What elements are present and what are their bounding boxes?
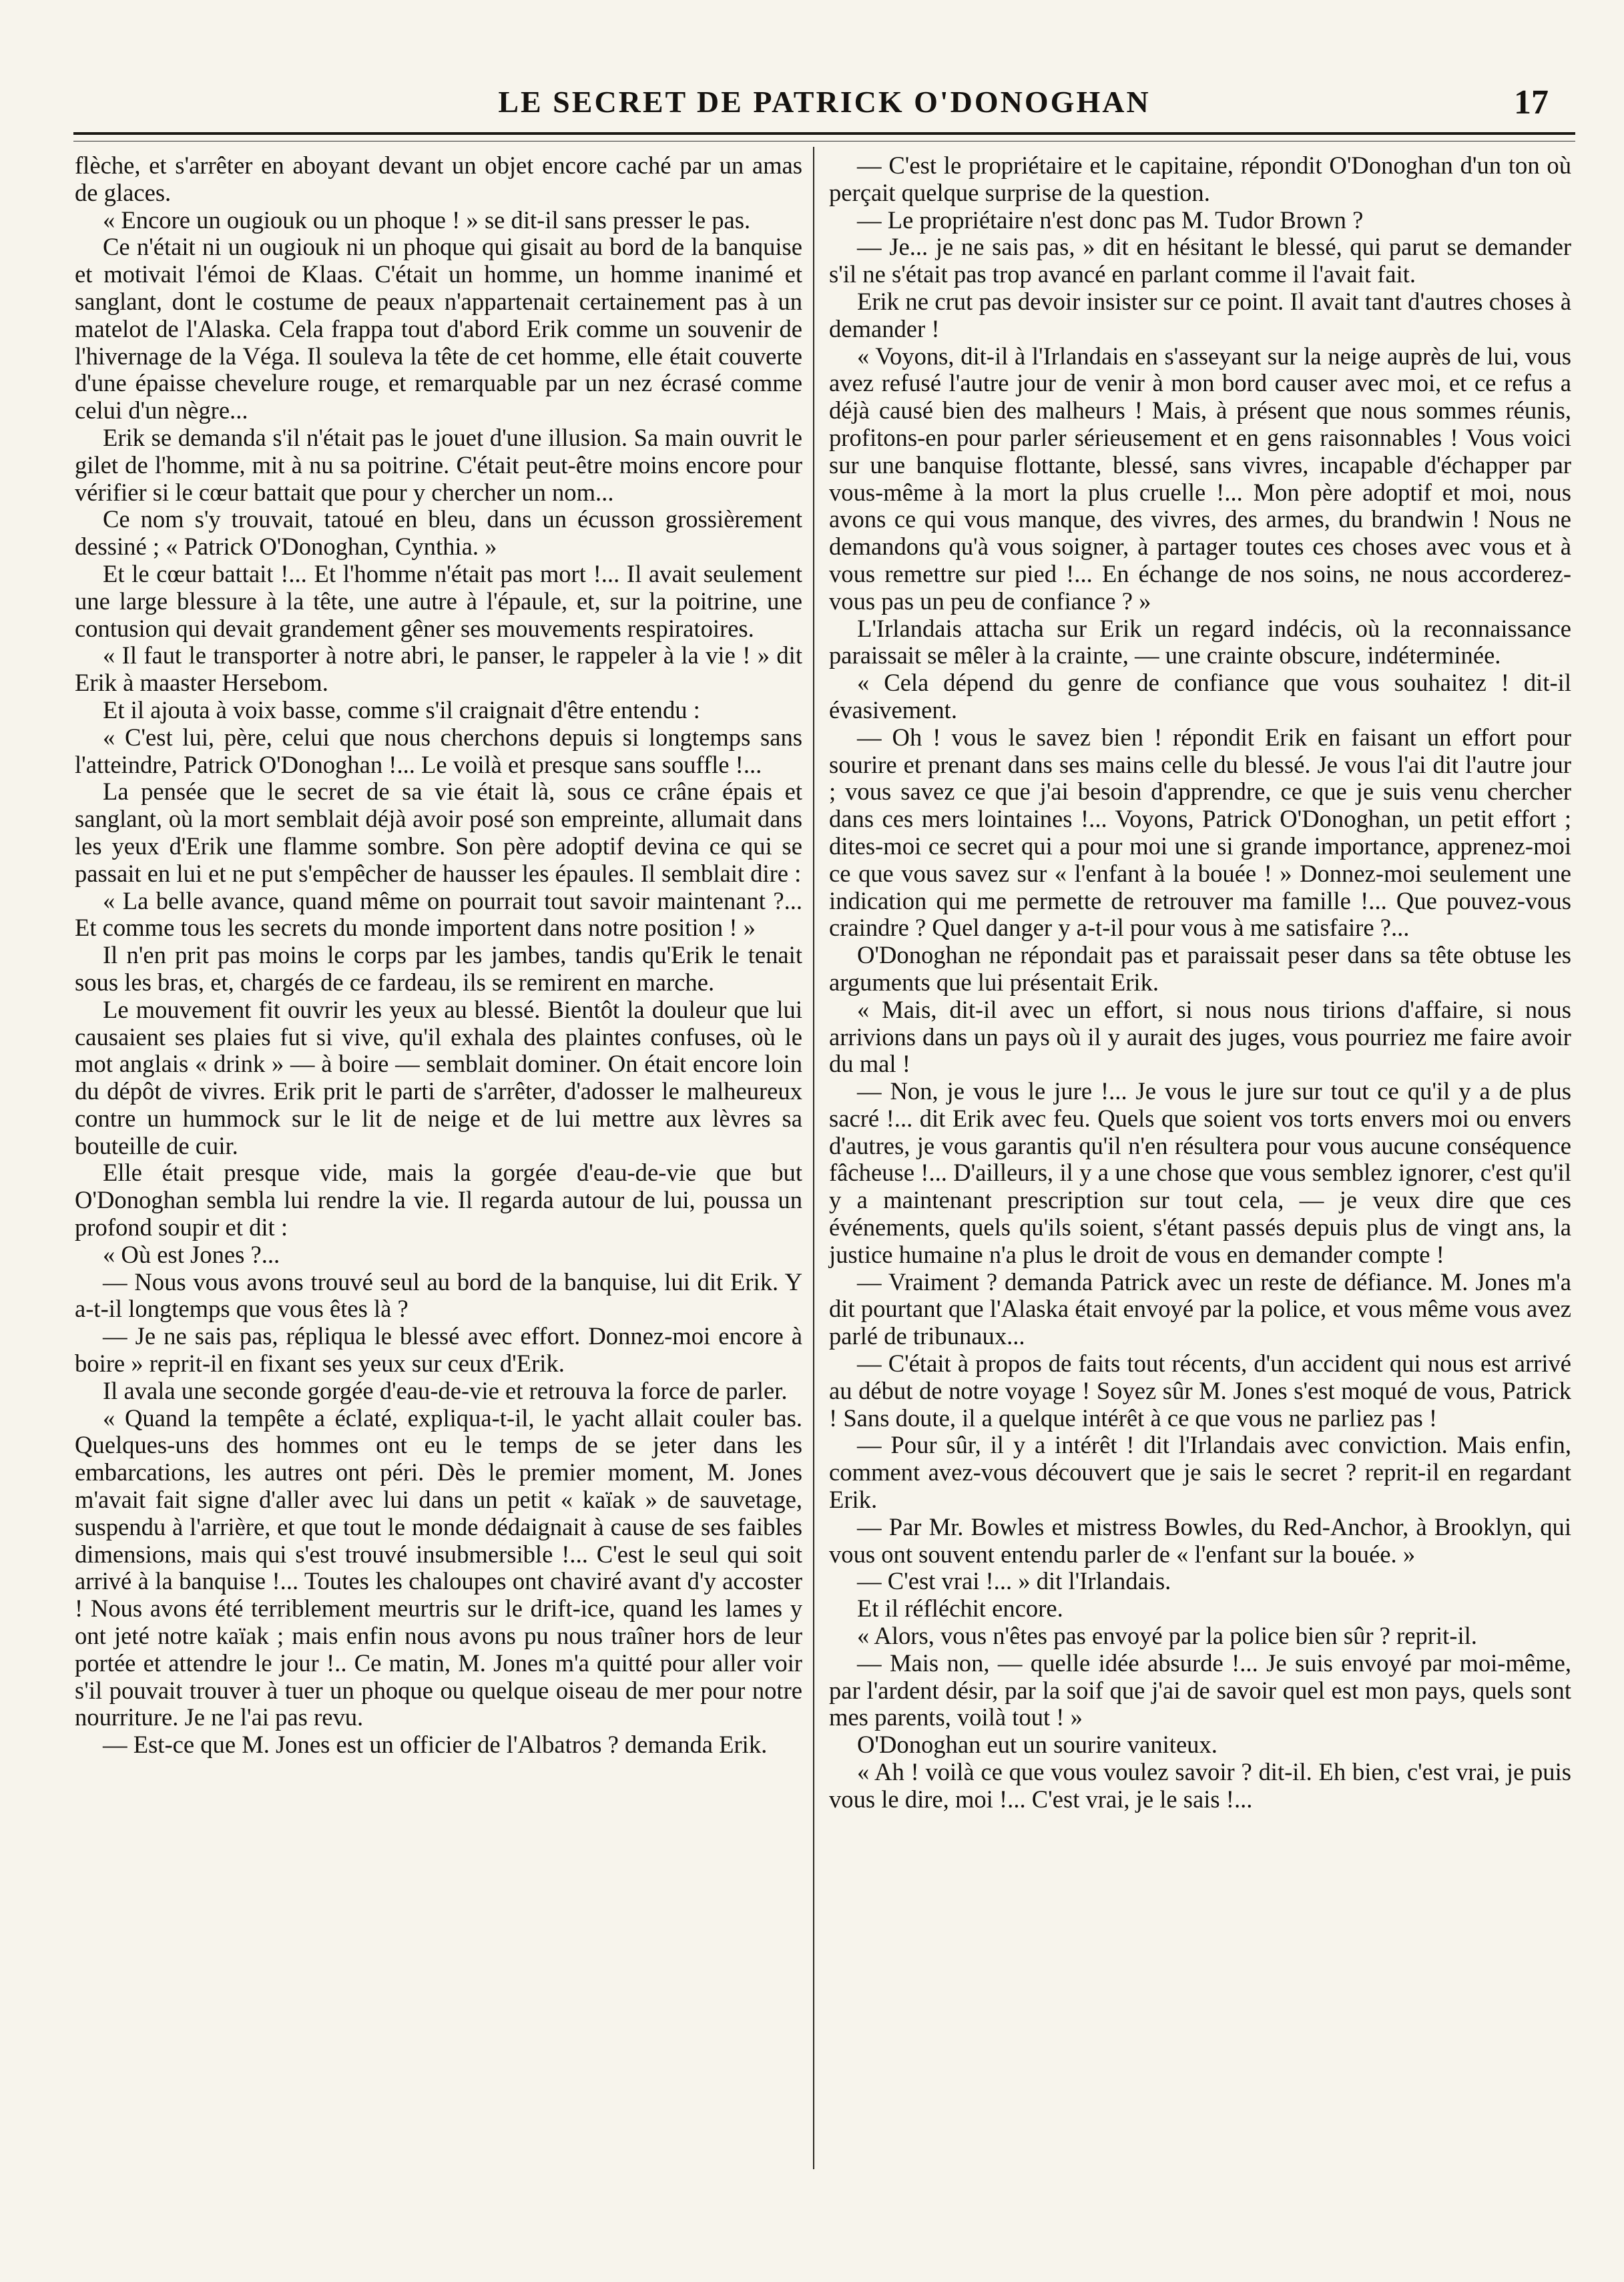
paragraph-text: O'Donoghan eut un sourire vaniteux. [857,1731,1217,1759]
paragraph-text: — C'est vrai !... » dit l'Irlandais. [857,1567,1171,1595]
paragraph-text: — C'était à propos de faits tout récents, d'un accident qui nous est arrivé au début de notre voyage ! Soyez sûr M. Jones s'est moqué de vous, Patrick ! Sans doute, il a quelque intérêt à ce que vous ne parliez pas ! [829,1350,1578,1432]
paragraph [829,1431,1578,1514]
right-column [829,152,1578,1813]
paragraph-text: Et le cœur battait !... Et l'homme n'était pas mort !... Il avait seulement une large blessure à la tête, une autre à l'épaule, et, sur la poitrine, une contusion qui devait grandement gêner ses mouvements respiratoires. [75,559,809,642]
paragraph [829,1350,1578,1432]
paragraph-text: « Il faut le transporter à notre abri, le panser, le rappeler à la vie ! » dit Erik à maaster Hersebom. [75,641,809,697]
paragraph [829,287,1578,343]
paragraph-text: Et il ajouta à voix basse, comme s'il craignait d'être entendu : [103,695,700,724]
paragraph [75,941,809,996]
paragraph-text: Le mouvement fit ouvrir les yeux au blessé. Bientôt la douleur que lui causaient ses plaies fut si vive, qu'il exhala des plaintes confuses, où le mot anglais « drink » — à boire — semblait dominer. On était encore loin du dépôt de vivres. Erik prit le parti de s'arrêter, d'adosser le malheureux contre un hummock sur le lit de neige et de lui mettre aux lèvres sa bouteille de cuir. [75,995,809,1159]
running-title: LE SECRET DE PATRICK O'DONOGHAN [498,85,1151,119]
paragraph [75,505,809,561]
paragraph-text: Erik ne crut pas devoir insister sur ce point. Il avait tant d'autres choses à demander ! [829,287,1578,342]
paragraph [75,1731,802,1759]
paragraph [829,723,1578,942]
paragraph [829,1649,1578,1731]
paragraph-text: — Je ne sais pas, répliqua le blessé avec effort. Donnez-moi encore à boire » reprit-il en fixant ses yeux sur ceux d'Erik. [75,1322,809,1378]
paragraph [829,207,1571,234]
paragraph-text: « Voyons, dit-il à l'Irlandais en s'asseyant sur la neige auprès de lui, vous avez refusé l'autre jour de venir à mon bord causer avec moi, et ce refus a déjà causé bien des malheurs ! Mais, à présent que nous sommes réunis, profitons-en pour parler sérieusement et en gens raisonnables ! Vous voici sur une banquise flottante, blessé, sans vivres, incapable d'échapper par vous-même à la mort la plus cruelle !... Mon père adoptif et moi, nous avons ce qui vous manque, des vivres, des armes, du brandwin ! Nous ne demandons qu'à vous soigner, à partager toutes ces choses avec vous et à vous remettre sur pied !... En échange de nos soins, ne nous accorderez-vous pas un peu de confiance ? » [829,342,1578,615]
paragraph [829,1568,1571,1595]
paragraph-text: L'Irlandais attacha sur Erik un regard indécis, où la reconnaissance paraissait se mêler à la crainte, — une crainte obscure, indéterminée. [829,614,1578,669]
paragraph [75,1322,809,1378]
paragraph [829,1512,1578,1568]
paragraph [829,941,1578,996]
paragraph-text: « C'est lui, père, celui que nous cherchons depuis si longtemps sans l'atteindre, Patrick O'Donoghan !... Le voilà et presque sans souffle !... [75,723,809,778]
paragraph-text: « Ah ! voilà ce que vous voulez savoir ? dit-il. Eh bien, c'est vrai, je puis vous le dire, moi !... C'est vrai, je le sais !... [829,1758,1578,1813]
paragraph [75,886,809,942]
paragraph-text: — Oh ! vous le savez bien ! répondit Erik en faisant un effort pour sourire et prenant dans ses mains celle du blessé. Je vous l'ai dit l'autre jour ; vous savez ce que j'ai besoin d'apprendre, ce que je suis venu chercher dans ces mers lointaines !... Voyons, Patrick O'Donoghan, un petit effort ; dites-moi ce secret qui a pour moi une si grande importance, apprenez-moi ce que vous savez sur « l'enfant à la bouée ! » Donnez-moi seulement une indication qui me permette de retrouver ma famille !... Que pouvez-vous craindre ? Quel danger y a-t-il pour vous à me satisfaire ?... [829,723,1578,942]
paragraph [829,1077,1578,1269]
column-divider [813,147,814,2169]
left-column [75,152,809,1759]
paragraph-text: « Alors, vous n'êtes pas envoyé par la police bien sûr ? reprit-il. [857,1622,1477,1650]
paragraph [75,1241,802,1269]
paragraph-text: Ce n'était ni un ougiouk ni un phoque qui gisait au bord de la banquise et motivait l'émoi de Klaas. C'était un homme, un homme inanimé et sanglant, dont le costume de peaux n'appartenait certainement pas à un matelot de l'Alaska. Cela frappa tout d'abord Erik comme un souvenir de l'hivernage de la Véga. Il souleva la tête de cet homme, elle était couverte d'une épaisse chevelure rouge, et remarquable par un nez écrasé comme celui d'un nègre... [75,233,809,424]
paragraph [75,723,809,779]
paragraph-text: — Mais non, — quelle idée absurde !... Je suis envoyé par moi-même, par l'ardent désir, par la soif que j'ai de savoir quel est mon pays, quels sont mes parents, voilà tout ! » [829,1649,1578,1731]
paragraph [75,233,809,424]
paragraph-text: « Cela dépend du genre de confiance que vous souhaitez ! dit-il évasivement. [829,669,1578,724]
paragraph-text: Il avala une seconde gorgée d'eau-de-vie et retrouva la force de parler. [103,1376,788,1404]
paragraph-text: — Le propriétaire n'est donc pas M. Tudor Brown ? [857,206,1364,234]
paragraph-text: « Quand la tempête a éclaté, expliqua-t-il, le yacht allait couler bas. Quelques-uns des hommes ont eu le temps de se jeter dans les embarcations, les autres ont péri. Dès le premier moment, M. Jones m'avait fait signe d'aller avec lui dans un petit « kaïak » de sauvetage, suspendu à l'arrière, et que tout le monde dédaignait à cause de ses faibles dimensions, mais qui s'est trouvé insubmersible !... C'est le seul qui soit arrivé à la banquise !... Toutes les chaloupes ont chaviré avant d'y accoster ! Nous avons été terriblement meurtris sur le drift-ice, quand les lames y ont jeté notre kaïak ; mais enfin nous avons pu nous traîner hors de leur portée et attendre le jour !.. Ce matin, M. Jones m'a quitté pour aller voir s'il pouvait trouver à tuer un phoque ou quelque oiseau de mer pour notre nourriture. Je ne l'ai pas revu. [75,1404,809,1731]
paragraph [75,995,809,1160]
paragraph-text: Il n'en prit pas moins le corps par les jambes, tandis qu'Erik le tenait sous les bras, et, chargés de ce fardeau, ils se remirent en marche. [75,941,809,996]
paragraph-text: — Non, je vous le jure !... Je vous le jure sur tout ce qu'il y a de plus sacré !... dit Erik avec feu. Quels que soient vos torts envers moi ou envers d'autres, je vous garantis qu'il n'en résultera pour vous aucune conséquence fâcheuse !... D'ailleurs, il y a une chose que vous semblez ignorer, c'est qu'il y a maintenant prescription sur tout cela, — je veux dire que ces événements, quels qu'ils soient, s'étant passés depuis plus de vingt ans, la justice humaine n'a plus le droit de vous en demander compte ! [829,1077,1578,1268]
paragraph-text: O'Donoghan ne répondait pas et paraissait peser dans sa tête obtuse les arguments que lui présentait Erik. [829,941,1578,996]
paragraph [75,641,809,697]
paragraph-text: — Je... je ne sais pas, » dit en hésitant le blessé, qui parut se demander s'il ne s'était pas trop avancé en parlant comme il l'avait fait. [829,233,1578,288]
paragraph [829,1731,1571,1759]
paragraph-text: — Nous vous avons trouvé seul au bord de la banquise, lui dit Erik. Y a-t-il longtemps que vous êtes là ? [75,1267,809,1323]
paragraph [75,1378,802,1405]
paragraph-text: La pensée que le secret de sa vie était là, sous ce crâne épais et sanglant, où la mort semblait déjà avoir posé son empreinte, allumait dans les yeux d'Erik une flamme sombre. Son père adoptif devina ce qui se passait en lui et ne put s'empêcher de hausser les épaules. Il semblait dire : [75,778,809,887]
paragraph [829,1595,1571,1623]
paragraph [75,1404,809,1732]
paragraph-text: Erik se demanda s'il n'était pas le jouet d'une illusion. Sa main ouvrit le gilet de l'homme, mit à nu sa poitrine. C'était peut-être moins encore pour vérifier si le cœur battait que pour y chercher un nom... [75,423,809,506]
paragraph [829,233,1578,288]
page-header [73,79,1575,135]
paragraph [75,1159,809,1241]
paragraph-text: Et il réfléchit encore. [857,1595,1063,1623]
paragraph-text: — C'est le propriétaire et le capitaine, répondit O'Donoghan d'un ton où perçait quelque surprise de la question. [829,152,1578,206]
paragraph [829,342,1578,615]
paragraph-text: « Où est Jones ?... [103,1240,280,1268]
paragraph-text: « Mais, dit-il avec un effort, si nous nous tirions d'affaire, si nous arrivions dans un pays où il y aurait des juges, vous pourriez me faire avoir du mal ! [829,995,1578,1078]
paragraph-text: — Est-ce que M. Jones est un officier de l'Albatros ? demanda Erik. [103,1731,768,1759]
paragraph-text: — Pour sûr, il y a intérêt ! dit l'Irlandais avec conviction. Mais enfin, comment avez-vous découvert que je sais le secret ? reprit-il en regardant Erik. [829,1431,1578,1514]
paragraph [75,778,809,887]
paragraph-text: Ce nom s'y trouvait, tatoué en bleu, dans un écusson grossièrement dessiné ; « Patrick O'Donoghan, Cynthia. » [75,505,809,561]
paragraph [829,669,1578,724]
paragraph-text: « Encore un ougiouk ou un phoque ! » se dit-il sans presser le pas. [103,206,751,234]
paragraph [75,1267,809,1324]
page-number: 17 [1514,83,1549,121]
paragraph [829,1267,1578,1350]
paragraph [829,1623,1571,1650]
paragraph-text: Elle était presque vide, mais la gorgée d'eau-de-vie que but O'Donoghan sembla lui rendre la vie. Il regarda autour de lui, poussa un profond soupir et dit : [75,1159,809,1241]
paragraph [75,559,809,642]
paragraph-text: « La belle avance, quand même on pourrait tout savoir maintenant ?... Et comme tous les secrets du monde importent dans notre position ! » [75,886,809,942]
paragraph [75,152,809,207]
paragraph-text: flèche, et s'arrêter en aboyant devant un objet encore caché par un amas de glaces. [75,152,809,206]
paragraph-text: — Vraiment ? demanda Patrick avec un reste de défiance. M. Jones m'a dit pourtant que l'Alaska était envoyé par la police, et vous même vous avez parlé de tribunaux... [829,1267,1578,1350]
paragraph [829,614,1578,670]
paragraph-text: — Par Mr. Bowles et mistress Bowles, du Red-Anchor, à Brooklyn, qui vous ont souvent entendu parler de « l'enfant sur la bouée. » [829,1512,1578,1568]
paragraph [829,995,1578,1078]
paragraph [75,207,802,234]
paragraph [75,423,809,506]
paragraph [75,697,802,724]
paragraph [829,1758,1578,1813]
paragraph [829,152,1578,207]
